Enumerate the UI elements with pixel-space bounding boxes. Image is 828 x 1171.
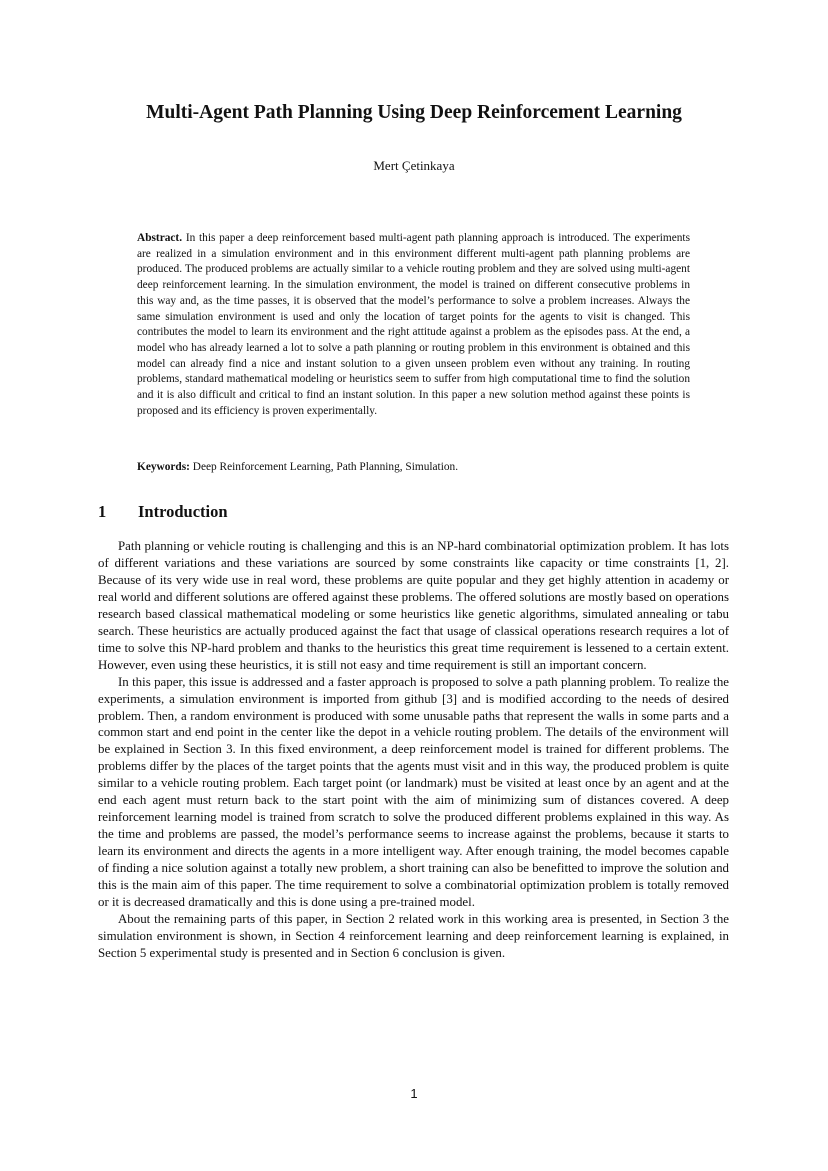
page-number: 1 <box>410 1086 418 1101</box>
paragraph: About the remaining parts of this paper, in Section 2 related work in this working area is presented, in Section 3 the simulation environment is shown, in Section 4 reinforcement learning and deep reinforcement learning is explained, in Section 5 experimental study is presented and in Section 6 conclusion is given. <box>98 911 729 960</box>
author-name: Mert Çetinkaya <box>373 158 455 173</box>
abstract-label: Abstract. <box>137 232 183 244</box>
keywords <box>137 459 690 475</box>
paragraph: In this paper, this issue is addressed and a faster approach is proposed to solve a path planning problem. To realize the experiments, a simulation environment is imported from github [3] and is modified according to the needs of desired problem. Then, a random environment is produced with some unusable paths that represent the walls in some parts and a common start and end point in the center like the depot in a vehicle routing problem. The details of the environment will be explained in Section 3. In this fixed environment, a deep reinforcement model is trained for different problems. The problems differ by the places of the target points that the agents must visit and in this way, the produced problem is quite similar to a vehicle routing problem. Each target point (or landmark) must be visited at least once by an agent and at the end each agent must return back to the start point with the aim of minimizing sum of distances covered. A deep reinforcement learning model is trained from scratch to solve the produced different problems explained in this way. As the time and problems are passed, the model’s performance seems to increase against the problems, because it starts to learn its environment and directs the agents in a more intelligent way. After enough training, the model becomes capable of finding a nice solution against a totally new problem, a short training can also be benefitted to improve the solution and this is the main aim of this paper. The time requirement to solve a combinatorial optimization problem is totally removed or it is decreased dramatically and this is done using a pre-trained model. <box>98 674 729 910</box>
keywords-text: Deep Reinforcement Learning, Path Planning, Simulation. <box>192 461 459 473</box>
section-title: Introduction <box>138 502 228 521</box>
abstract-text: In this paper a deep reinforcement based multi-agent path planning approach is introduced. The experiments are realized in a simulation environment and in this environment different multi-agent path planning problems are produced. The produced problems are actually similar to a vehicle routing problem and they are solved using multi-agent deep reinforcement learning. In the simulation environment, the model is trained on different consecutive problems in this way and, as the time passes, it is observed that the model’s performance to solve a problem increases. Always the same simulation environment is used and only the location of target points for the agents to visit is changed. This contributes the model to learn its environment and the right attitude against a problem as the episodes pass. At the end, a model who has already learned a lot to solve a path planning or routing problem in this environment is obtained and this model can already find a nice and instant solution to a given unseen problem even without any training. In routing problems, standard mathematical modeling or heuristics seem to suffer from high computational time to find the solution and it is also difficult and critical to find an instant solution. In this paper a new solution method against these points is proposed and its efficiency is proven experimentally. <box>137 232 690 417</box>
section-number: 1 <box>98 502 107 521</box>
paper-title: Multi-Agent Path Planning Using Deep Reinforcement Learning <box>146 102 682 123</box>
abstract <box>137 231 690 419</box>
section-body <box>98 538 729 962</box>
section-heading <box>98 501 738 523</box>
paragraph: Path planning or vehicle routing is challenging and this is an NP-hard combinatorial optimization problem. It has lots of different variations and these variations are sourced by some constraints like capacity or time constraints [1, 2]. Because of its very wide use in real word, these problems are quite popular and they get highly attention in academy or real world and different solutions are offered against these problems. The offered solutions are mostly based on operations research based classical mathematical modeling or some heuristics like genetic algorithms, simulated annealing or tabu search. These heuristics are actually produced against the fact that usage of classical operations research requires a lot of time to solve this NP-hard problem and thanks to the heuristics this great time requirement is lessened to a certain extent. However, even using these heuristics, it is still not easy and time requirement is still an important concern. <box>98 539 729 672</box>
keywords-label: Keywords: <box>137 461 190 473</box>
